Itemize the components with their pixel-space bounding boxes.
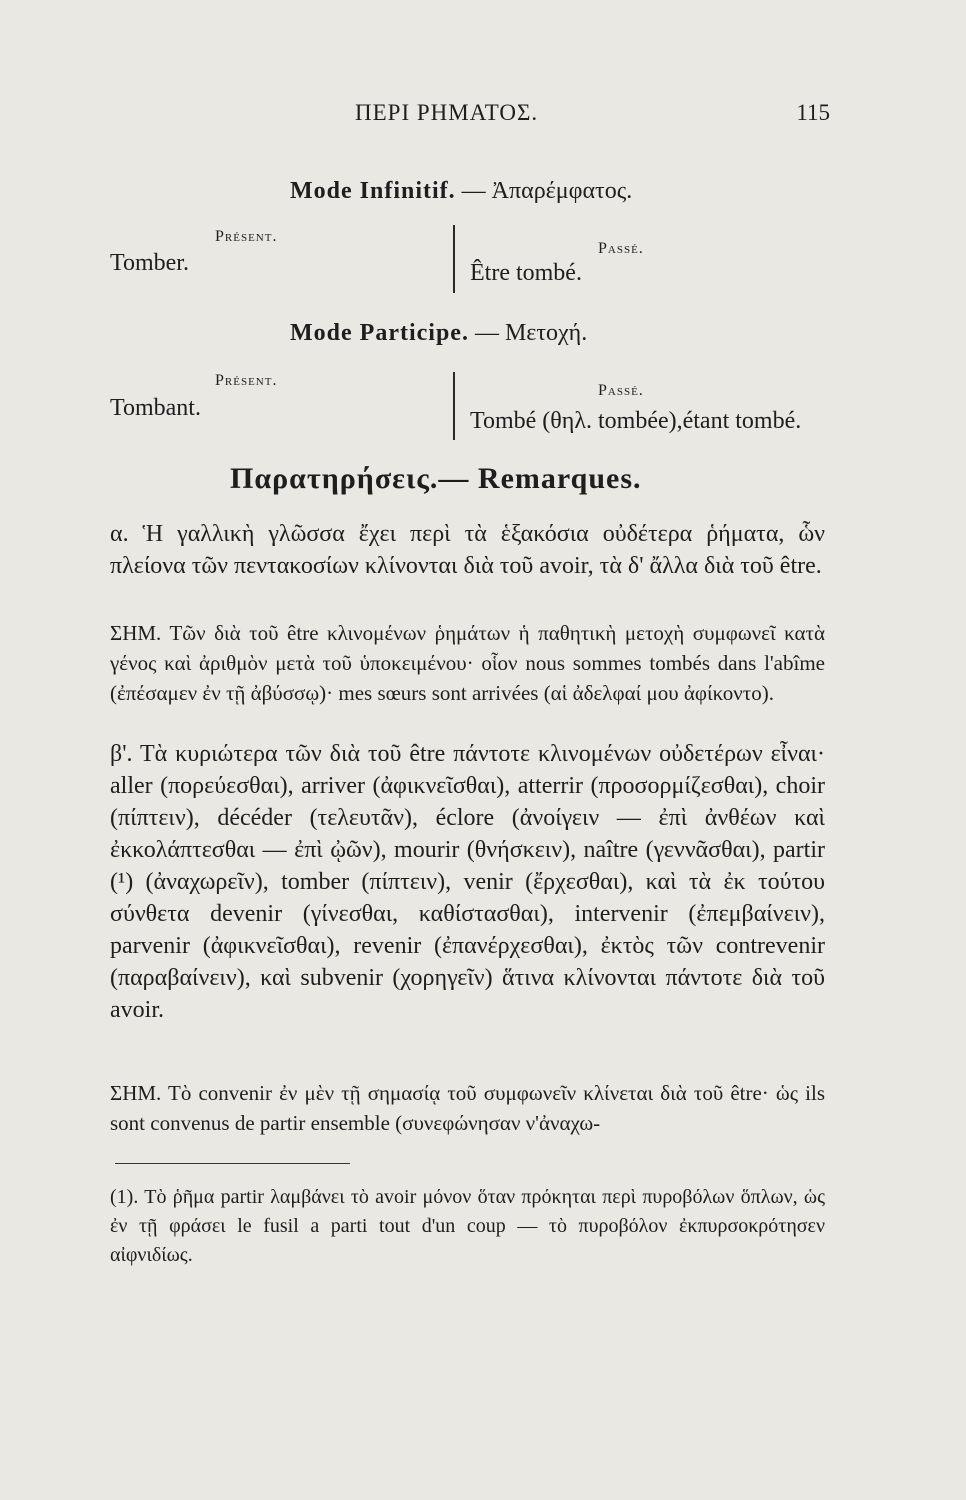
paragraph-sim-1: ΣΗΜ. Τῶν διὰ τοῦ être κλινομένων ῥημάτων ἡ παθητικὴ μετοχὴ συμφωνεῖ κατὰ γένος καὶ ἀριθμὸν μετὰ τοῦ ὑποκειμένου· οἷον nous sommes tombés dans l'abîme (ἐπέσαμεν ἐν τῇ ἀβύσσῳ)· mes sœurs sont arrivées (αἱ ἀδελφαί μου ἀφίκοντο). [110, 621, 825, 705]
infinitif-present-label: Présent. [215, 228, 278, 245]
participe-divider [453, 372, 455, 440]
page-number: 115 [796, 100, 830, 125]
footnote-rule [115, 1163, 350, 1164]
infinitif-passe-label: Passé. [598, 240, 644, 257]
remarques-title: Παρατηρήσεις.— Remarques. [230, 462, 642, 495]
page-header [110, 100, 830, 140]
infinitif-passe-form: Être tombé. [470, 260, 582, 286]
participe-passe-form: Tombé (θηλ. tombée),étant tombé. [470, 408, 802, 434]
infinitif-title-fr: Mode Infinitif. [290, 178, 456, 204]
participe-title-gr: — Μετοχή. [474, 320, 588, 346]
infinitif-present-form: Tomber. [110, 250, 189, 276]
participe-title-fr: Mode Participe. [290, 320, 469, 346]
infinitif-divider [453, 225, 455, 293]
paragraph-alpha: α. Ἡ γαλλικὴ γλῶσσα ἔχει περὶ τὰ ἑξακόσια οὐδέτερα ῥήματα, ὧν πλείονα τῶν πεντακοσίων κλίνονται διὰ τοῦ avoir, τὰ δ' ἄλλα διὰ τοῦ être. [110, 521, 825, 579]
paragraph-beta: β'. Τὰ κυριώτερα τῶν διὰ τοῦ être πάντοτε κλινομένων οὐδετέρων εἶναι· aller (πορεύεσθαι), arriver (ἀφικνεῖσθαι), atterrir (προσορμίζεσθαι), choir (πίπτειν), décéder (τελευτᾶν), éclore (ἀνοίγειν — ἐπὶ ἀνθέων καὶ ἐκκολάπτεσθαι — ἐπὶ ᾠῶν), mourir (θνήσκειν), naître (γεννᾶσθαι), partir (¹) (ἀναχωρεῖν), tomber (πίπτειν), venir (ἔρχεσθαι), καὶ τὰ ἐκ τούτου σύνθετα devenir (γίνεσθαι, καθίστασθαι), intervenir (ἐπεμβαίνειν), parvenir (ἀφικνεῖσθαι), revenir (ἐπανέρχεσθαι), ἐκτὸς τῶν contrevenir (παραβαίνειν), καὶ subvenir (χορηγεῖν) ἅτινα κλίνονται πάντοτε διὰ τοῦ avoir. [110, 741, 825, 1023]
participe-passe-label: Passé. [598, 382, 644, 399]
paragraph-sim-2: ΣΗΜ. Τὸ convenir ἐν μὲν τῇ σημασίᾳ τοῦ συμφωνεῖν κλίνεται διὰ τοῦ être· ὡς ils sont convenus de partir ensemble (συνεφώνησαν ν'ἀναχω- [110, 1081, 825, 1135]
footnote: (1). Τὸ ῥῆμα partir λαμβάνει τὸ avoir μόνον ὅταν πρόκηται περὶ πυροβόλων ὅπλων, ὡς ἐν τῇ φράσει le fusil a parti tout d'un coup — τὸ πυροβόλον ἐκπυρσοκρότησεν αἰφνιδίως. [110, 1186, 825, 1266]
running-head: ΠΕΡΙ ΡΗΜΑΤΟΣ. [355, 100, 539, 125]
participe-present-form: Tombant. [110, 395, 201, 421]
participe-present-label: Présent. [215, 372, 278, 389]
infinitif-title [290, 178, 632, 205]
infinitif-title-gr: — Ἀπαρέμφατος. [461, 178, 633, 204]
participe-title [290, 320, 587, 347]
